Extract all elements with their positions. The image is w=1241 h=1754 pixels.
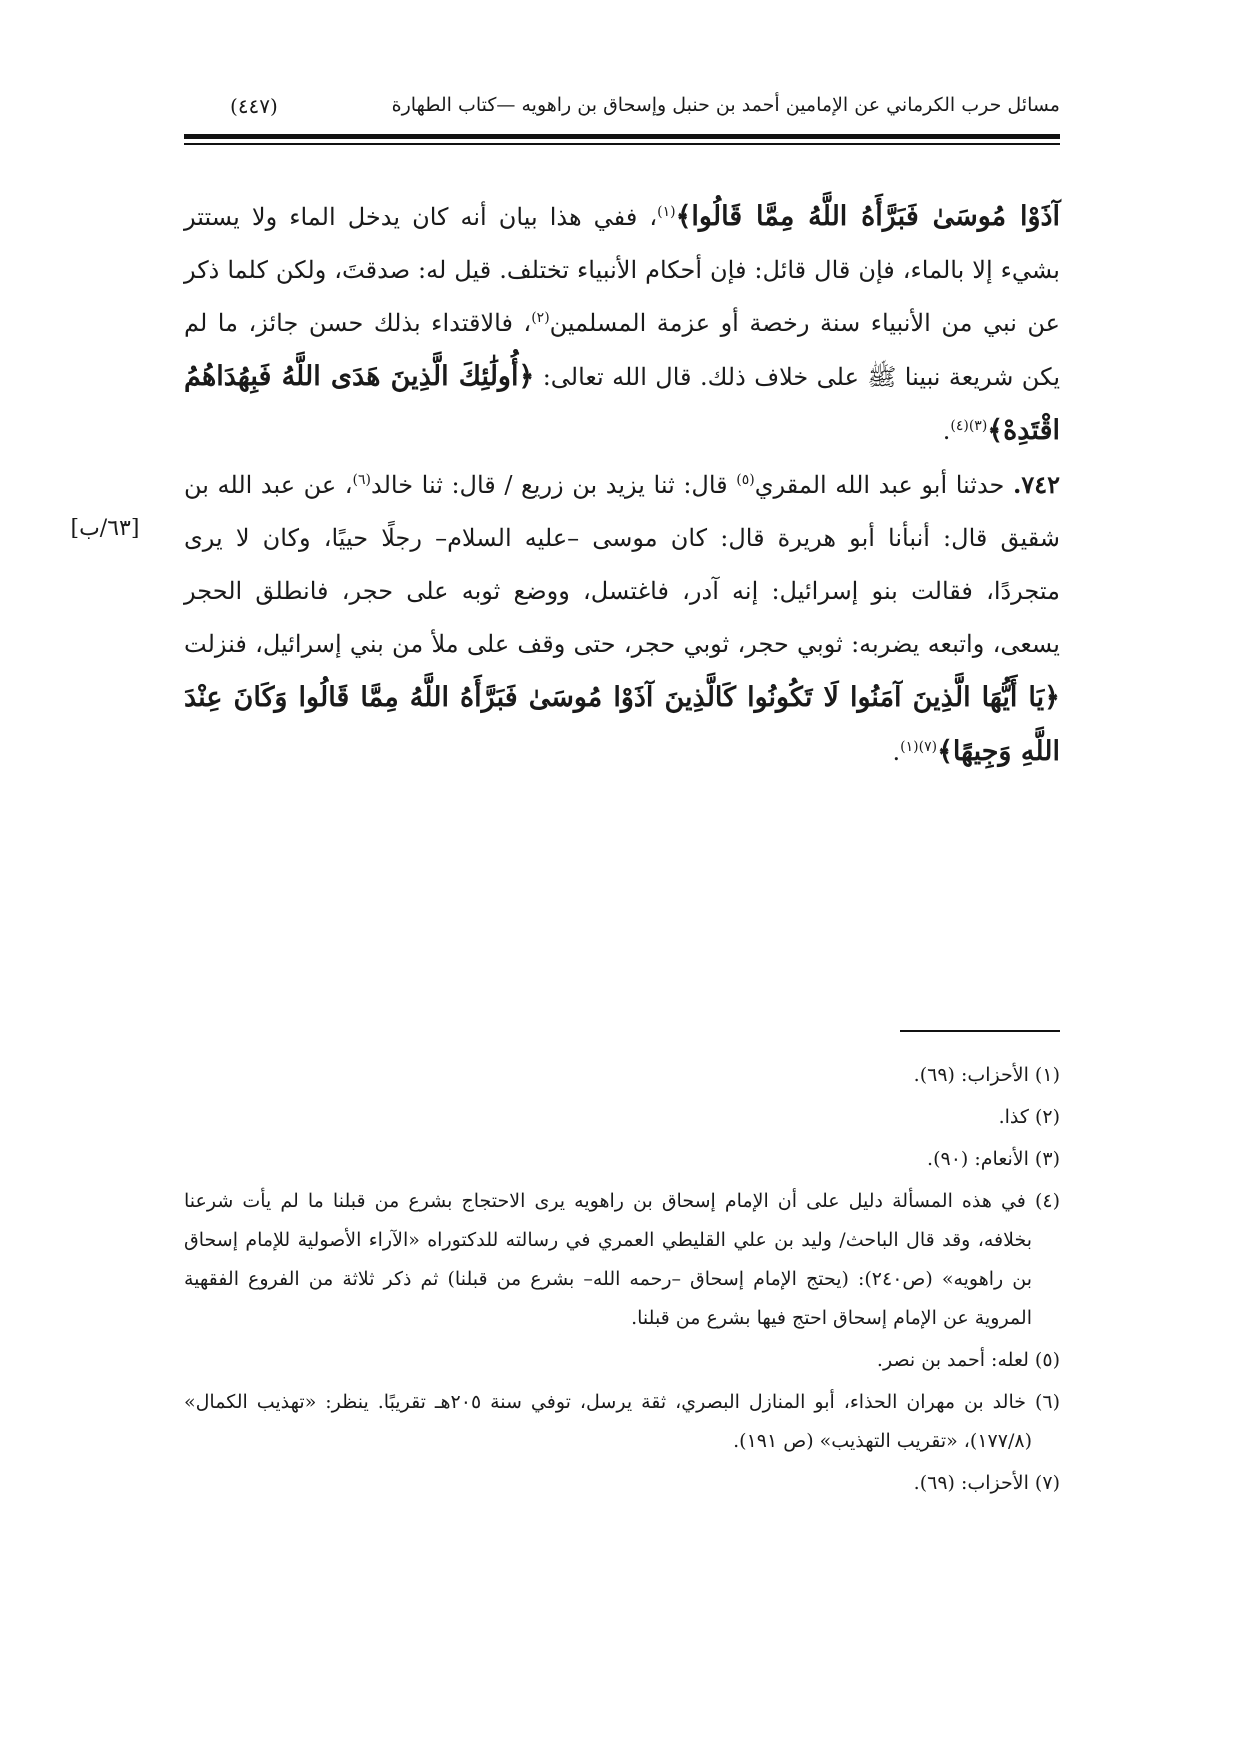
footnote-ref[interactable]: (٢) xyxy=(531,310,550,326)
footnote-ref[interactable]: (١) xyxy=(657,204,676,220)
footnote: (٤) في هذه المسألة دليل على أن الإمام إسحاق بن راهويه يرى الاحتجاج بشرع من قبلنا ما لم يأت شرعنا بخلافه، وقد قال الباحث/ وليد بن علي القليطي العمري في رسالته للدكتوراه «الآراء الأصولية للإمام إسحاق بن راهويه» (ص٢٤٠): (يحتج الإمام إسحاق –رحمه الله– بشرع من قبلنا) ثم ذكر ثلاثة من الفروع الفقهية المروية عن الإمام إسحاق احتج فيها بشرع من قبلنا. xyxy=(184,1190,1060,1329)
manuscript-folio-ref: [٦٣/ب] xyxy=(70,516,140,541)
footnote-ref[interactable]: (٧)(١) xyxy=(900,739,938,755)
footnote-ref[interactable]: (٥) xyxy=(736,472,755,488)
paragraph-end: . xyxy=(942,417,951,445)
paragraph-text: قال: ثنا يزيد بن زريع / قال: ثنا خالد xyxy=(371,471,737,499)
paragraph-1 xyxy=(184,190,1060,458)
quran-verse: ﴿يَا أَيُّهَا الَّذِينَ آمَنُوا لَا تَكُونُوا كَالَّذِينَ آذَوْا مُوسَىٰ فَبَرَّأَهُ اللَّهُ مِمَّا قَالُوا وَكَانَ عِنْدَ اللَّهِ وَجِيهًا﴾ xyxy=(184,682,1060,767)
paragraph-2 xyxy=(184,458,1060,779)
paragraph-text: حدثنا أبو عبد الله المقري xyxy=(754,471,1013,499)
header-title: مسائل حرب الكرماني عن الإمامين أحمد بن حنبل وإسحاق بن راهويه —كتاب الطهارة xyxy=(391,94,1060,116)
header-rule-thick xyxy=(184,134,1060,139)
entry-number: ٧٤٢. xyxy=(1012,470,1060,499)
main-text xyxy=(184,190,1060,779)
paragraph-text: ، فالاقتداء بذلك حسن جائز، ما لم يكن شريعة نبينا ﷺ على خلاف ذلك. قال الله تعالى: xyxy=(184,309,1060,391)
footnote: (٥) لعله: أحمد بن نصر. xyxy=(876,1349,1060,1371)
footnote: (١) الأحزاب: (٦٩). xyxy=(913,1064,1060,1086)
page-number: (٤٤٧) xyxy=(230,94,278,118)
footnote-separator xyxy=(900,1030,1060,1032)
footnote: (٣) الأنعام: (٩٠). xyxy=(927,1148,1060,1170)
running-header xyxy=(230,90,1060,126)
footnote: (٦) خالد بن مهران الحذاء، أبو المنازل البصري، ثقة يرسل، توفي سنة ٢٠٥هـ تقريبًا. ينظر: «تهذيب الكمال» (١٧٧/٨)، «تقريب التهذيب» (ص ١٩١). xyxy=(184,1391,1060,1452)
header-rule-thin xyxy=(184,143,1060,145)
quran-verse: آذَوْا مُوسَىٰ فَبَرَّأَهُ اللَّهُ مِمَّا قَالُوا﴾ xyxy=(675,201,1061,232)
footnote: (٢) كذا. xyxy=(998,1106,1060,1128)
footnote-ref[interactable]: (٦) xyxy=(352,472,372,488)
paragraph-end: . xyxy=(892,738,901,766)
footnote: (٧) الأحزاب: (٦٩). xyxy=(913,1472,1060,1494)
footnote-ref[interactable]: (٣)(٤) xyxy=(950,418,988,434)
footnotes xyxy=(184,1056,1060,1506)
quran-verse: ﴿أُولَٰئِكَ الَّذِينَ هَدَى اللَّهُ فَبِهُدَاهُمُ اقْتَدِهْ﴾ xyxy=(184,361,1060,446)
paragraph-text: ، عن عبد الله بن شقيق قال: أنبأنا أبو هريرة قال: كان موسى –عليه السلام– رجلًا حييًا، وكان لا يرى متجردًا، فقالت بنو إسرائيل: إنه آدر، فاغتسل، ووضع ثوبه على حجر، فانطلق الحجر يسعى، واتبعه يضربه: ثوبي حجر، ثوبي حجر، حتى وقف على ملأ من بني إسرائيل، فنزلت xyxy=(184,471,1060,658)
paragraph-text: ، ففي هذا بيان أنه كان يدخل الماء ولا يستتر بشيء إلا بالماء، فإن قال قائل: فإن أحكام الأنبياء تختلف. قيل له: صدقتَ، ولكن كلما ذكر عن نبي من الأنبياء سنة رخصة أو عزمة المسلمين xyxy=(184,203,1060,337)
